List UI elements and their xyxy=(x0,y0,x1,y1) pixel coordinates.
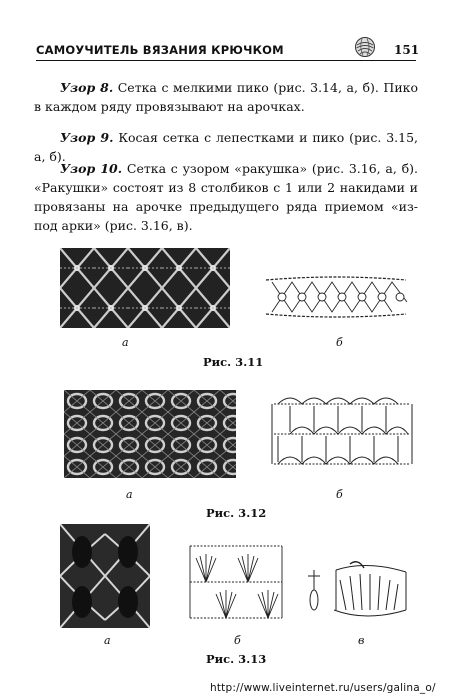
fig-3-12-caption: Рис. 3.12 xyxy=(206,506,267,520)
fig-3-13-photo xyxy=(60,524,150,628)
fig-3-13-diagram-c xyxy=(306,560,412,628)
paragraph-lead: Узор 8. xyxy=(60,80,114,95)
yarn-ball-logo-icon xyxy=(354,36,376,58)
fig-3-12-photo xyxy=(64,390,236,478)
paragraph-pattern-10 xyxy=(34,159,418,235)
source-url: http://www.liveinternet.ru/users/galina_o/ xyxy=(210,682,436,694)
paragraph-pattern-8 xyxy=(34,78,418,116)
fig-3-13-label-c: в xyxy=(358,634,365,647)
paragraph-text: Сетка с узором «ракушка» (рис. 3.16, а, б). «Ракушки» состоят из 8 столбиков с 1 или 2 накидами и провязаны на арочке предыдущего ряда приемом «из-под арки» (рис. 3.16, в). xyxy=(34,161,418,233)
fig-3-11-label-a: а xyxy=(122,336,129,349)
fig-3-11-caption: Рис. 3.11 xyxy=(203,355,264,369)
fig-3-13-diagram-b xyxy=(186,538,286,624)
paragraph-text: Косая сетка с лепестками и пико (рис. 3.15, а, б). xyxy=(34,130,418,164)
fig-3-11-label-b: б xyxy=(336,336,343,349)
fig-3-13-label-a: а xyxy=(104,634,111,647)
fig-3-12-label-b: б xyxy=(336,488,343,501)
fig-3-11-diagram xyxy=(262,272,410,322)
fig-3-12-label-a: а xyxy=(126,488,133,501)
paragraph-text: Сетка с мелкими пико (рис. 3.14, а, б). Пико в каждом ряду провязывают на арочках. xyxy=(34,80,418,114)
paragraph-lead: Узор 10. xyxy=(60,161,123,176)
fig-3-11-photo xyxy=(60,248,230,328)
running-header-title: САМОУЧИТЕЛЬ ВЯЗАНИЯ КРЮЧКОМ xyxy=(36,43,284,57)
paragraph-lead: Узор 9. xyxy=(60,130,114,145)
page-number: 151 xyxy=(394,43,420,57)
fig-3-13-label-b: б xyxy=(234,634,241,647)
fig-3-12-diagram xyxy=(268,394,416,474)
fig-3-13-caption: Рис. 3.13 xyxy=(206,652,267,666)
header-rule xyxy=(36,60,416,61)
